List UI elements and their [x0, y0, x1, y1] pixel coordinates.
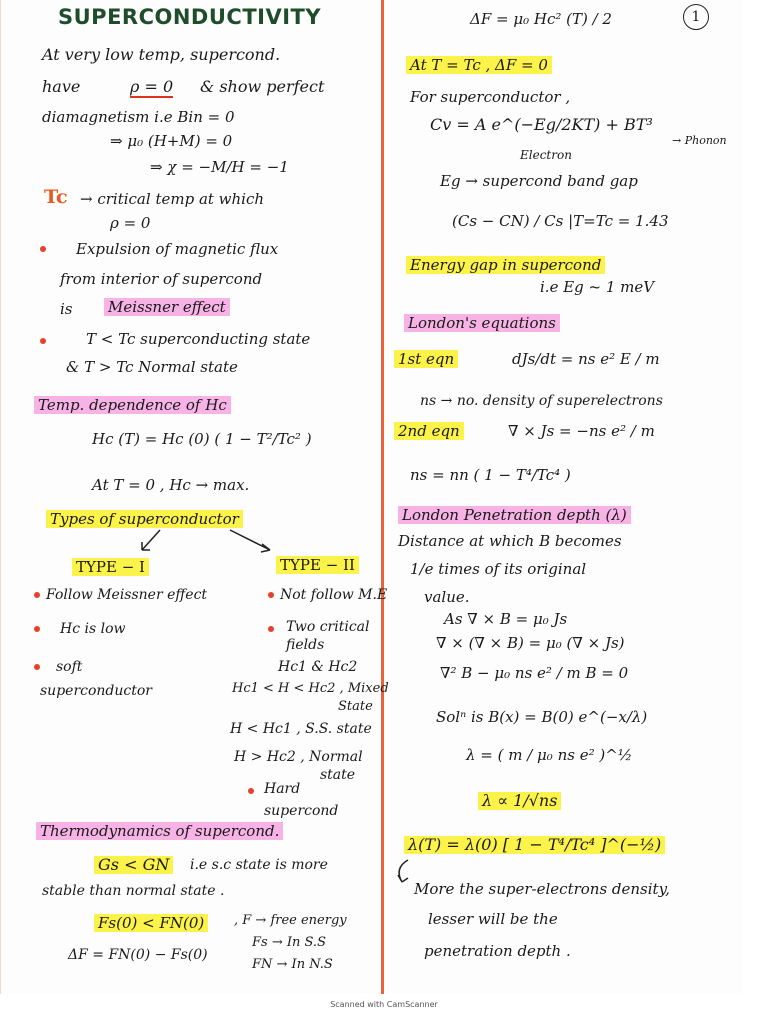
- page-margin: [0, 0, 1, 994]
- type2-mixed: Hc1 < H < Hc2 , Mixed: [232, 681, 389, 696]
- for-superconductor: For superconductor ,: [410, 88, 571, 106]
- conclusion-line-2: lesser will be the: [428, 910, 558, 928]
- eg-definition: Eg → supercond band gap: [440, 172, 638, 190]
- ns-temperature-equation: ns = nn ( 1 − T⁴/Tc⁴ ): [410, 466, 571, 484]
- fs-definition: Fs → In S.S: [252, 935, 326, 950]
- hc-equation: Hc (T) = Hc (0) ( 1 − T²/Tc² ): [92, 430, 312, 448]
- bullet-dot: [268, 626, 274, 632]
- phonon-label: → Phonon: [672, 134, 727, 147]
- london-equations-heading: London's equations: [404, 314, 560, 332]
- conclusion-line-1: More the super-electrons density,: [414, 880, 670, 898]
- tc-definition: → critical temp at which: [80, 190, 265, 208]
- diamagnetism-line: diamagnetism i.e Bin = 0: [42, 108, 235, 126]
- gs-lt-gn: Gs < GN: [94, 856, 173, 874]
- mu0-equation: ⇒ μ₀ (H+M) = 0: [110, 132, 233, 150]
- type-2-label: TYPE − II: [276, 556, 359, 574]
- london-penetration-heading: London Penetration depth (λ): [398, 506, 631, 524]
- expulsion-line-1: Expulsion of magnetic flux: [76, 240, 279, 258]
- free-energy-def: , F → free energy: [234, 913, 347, 928]
- type2-hc1-hc2: Hc1 & Hc2: [278, 659, 358, 675]
- second-eqn-label: 2nd eqn: [394, 422, 464, 440]
- branch-arrows-icon: [120, 526, 280, 556]
- bullet-dot: [34, 664, 40, 670]
- distance-line-1: Distance at which B becomes: [398, 532, 622, 550]
- type1-soft: soft: [56, 659, 83, 675]
- type2-normal-state: state: [320, 767, 356, 783]
- page-number: 1: [683, 4, 709, 30]
- expulsion-line-3: is: [60, 300, 73, 318]
- delta-f-equation: ΔF = FN(0) − Fs(0): [68, 947, 208, 963]
- intro-line-1: At very low temp, supercond.: [42, 45, 281, 64]
- type2-normal: H > Hc2 , Normal: [234, 749, 363, 765]
- at-tc-line: At T = Tc , ΔF = 0: [406, 56, 552, 74]
- eg-value: i.e Eg ~ 1 meV: [540, 278, 655, 296]
- type2-supercond: supercond: [264, 803, 339, 819]
- expulsion-line-2: from interior of supercond: [60, 270, 263, 288]
- bullet-dot: [34, 592, 40, 598]
- tc-rho-zero: ρ = 0: [110, 214, 151, 232]
- type2-state: State: [338, 699, 373, 714]
- bullet-dot: [40, 246, 46, 252]
- laplacian-equation: ∇² B − μ₀ ns e² / m B = 0: [440, 664, 629, 682]
- page-title: SUPERCONDUCTIVITY: [58, 5, 322, 29]
- type2-fields: fields: [286, 637, 325, 653]
- cv-ratio: (Cs − CN) / Cs |T=Tc = 1.43: [452, 212, 669, 230]
- first-london-equation: dJs/dt = ns e² E / m: [512, 350, 660, 368]
- tc-symbol: Tc: [44, 186, 68, 208]
- cv-equation: Cv = A e^(−Eg/2KT) + BT³: [430, 115, 653, 134]
- lambda-temperature: λ(T) = λ(0) [ 1 − T⁴/Tc⁴ ]^(−½): [404, 836, 665, 854]
- curl-curl-equation: ∇ × (∇ × B) = μ₀ (∇ × Js): [436, 634, 625, 652]
- type-1-label: TYPE − I: [72, 558, 149, 576]
- gs-stability-2: stable than normal state .: [42, 883, 225, 899]
- electron-label: Electron: [520, 148, 572, 162]
- thermodynamics-heading: Thermodynamics of supercond.: [36, 822, 283, 840]
- at-t-zero-line: At T = 0 , Hc → max.: [92, 476, 250, 494]
- type1-follow-meissner: Follow Meissner effect: [46, 587, 208, 603]
- meissner-effect-highlight: Meissner effect: [104, 298, 230, 316]
- rho-zero: ρ = 0: [130, 77, 174, 96]
- bullet-dot: [248, 788, 254, 794]
- curl-b-equation: As ∇ × B = μ₀ Js: [444, 610, 568, 628]
- solution-equation: Solⁿ is B(x) = B(0) e^(−x/λ): [436, 708, 648, 726]
- second-london-equation: ∇ × Js = −ns e² / m: [508, 422, 655, 440]
- first-eqn-label: 1st eqn: [394, 350, 458, 368]
- fn-definition: FN → In N.S: [252, 957, 333, 972]
- bullet-dot: [40, 338, 46, 344]
- delta-f-hc-equation: ΔF = μ₀ Hc² (T) / 2: [470, 10, 612, 28]
- type1-superconductor: superconductor: [40, 683, 152, 699]
- gs-stability-1: i.e s.c state is more: [190, 857, 328, 873]
- state-line-1: T < Tc superconducting state: [86, 330, 311, 348]
- energy-gap-heading: Energy gap in supercond: [406, 256, 605, 274]
- type1-hc-low: Hc is low: [60, 621, 126, 637]
- distance-line-3: value.: [424, 588, 470, 606]
- ns-definition: ns → no. density of superelectrons: [420, 393, 663, 409]
- lambda-equation: λ = ( m / μ₀ ns e² )^½: [466, 746, 633, 764]
- lambda-proportional: λ ∝ 1/√ns: [478, 792, 561, 810]
- type2-hard: Hard: [264, 781, 301, 797]
- state-line-2: & T > Tc Normal state: [66, 358, 238, 376]
- type2-two-critical: Two critical: [286, 619, 370, 635]
- type2-not-follow: Not follow M.E: [280, 587, 388, 603]
- fs-lt-fn: Fs(0) < FN(0): [94, 914, 208, 932]
- type2-ss-state: H < Hc1 , S.S. state: [230, 721, 372, 737]
- scanner-footer: Scanned with CamScanner: [330, 1000, 438, 1009]
- chi-equation: ⇒ χ = −M/H = −1: [150, 158, 289, 176]
- conclusion-line-3: penetration depth .: [424, 942, 571, 960]
- bullet-dot: [268, 592, 274, 598]
- column-divider: [381, 0, 384, 994]
- types-heading: Types of superconductor: [46, 510, 243, 528]
- distance-line-2: 1/e times of its original: [410, 560, 587, 578]
- intro-line-2a: have: [42, 77, 81, 96]
- temp-dependence-heading: Temp. dependence of Hc: [34, 396, 231, 414]
- intro-line-2c: & show perfect: [200, 77, 325, 96]
- bullet-dot: [34, 626, 40, 632]
